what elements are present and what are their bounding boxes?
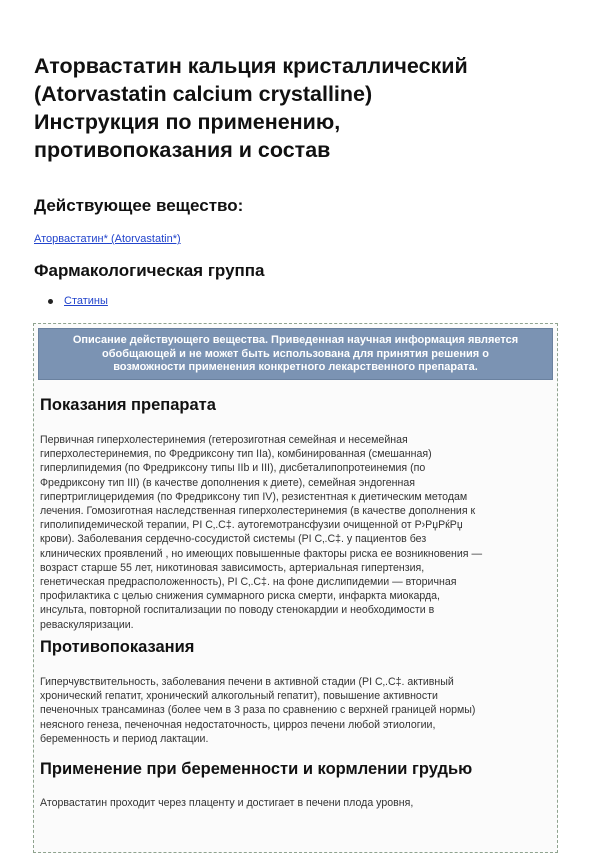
- text-line: гиперлипидемия (по Фредриксону типы IIb и III), дисбеталипопротеинемия (по: [40, 462, 426, 475]
- page-title: [34, 52, 564, 164]
- contraindications-text: [40, 675, 475, 746]
- text-line: Аторвастатин проходит через плаценту и достигает в печени плода уровня,: [40, 797, 414, 809]
- active-substance-link[interactable]: Аторвастатин* (Atorvastatin*): [34, 233, 181, 245]
- bullet-icon: [48, 299, 53, 304]
- indications-text: [40, 433, 482, 632]
- text-line: беременность и период лактации.: [40, 732, 209, 745]
- text-line: Фредриксону тип III) (в качестве дополнения к диете), семейная эндогенная: [40, 476, 416, 489]
- text-line: инсульта, повторной госпитализации по поводу стенокардии и необходимости в: [40, 604, 435, 617]
- indications-heading: Показания препарата: [40, 396, 216, 414]
- text-line: Первичная гиперхолестеринемия (гетерозиготная семейная и несемейная: [40, 434, 408, 446]
- title-line: противопоказания и состав: [34, 138, 331, 162]
- text-line: гиполипидемической терапии, РІ С‚.С‡. аутогемотрансфузии очищенной от Р›РџРќРџ: [40, 519, 463, 532]
- list-item: [48, 295, 108, 307]
- text-line: генетическая предрасположенность), РІ С‚.С‡. на фоне дислипидемии — вторичная: [40, 576, 457, 589]
- pharm-group-link[interactable]: Статины: [64, 295, 108, 307]
- notice-line: обобщающей и не может быть использована для принятия решения о: [101, 347, 489, 360]
- pharm-group-heading: Фармакологическая группа: [34, 261, 265, 280]
- text-line: профилактика с целью снижения суммарного риска смерти, инфаркта миокарда,: [40, 590, 440, 603]
- text-line: хронический гепатит, хронический алкогольный гепатит), повышение активности: [40, 690, 438, 703]
- text-line: лечения. Гомозиготная наследственная гиперхолестеринемия (в качестве дополнения к: [40, 505, 476, 518]
- pregnancy-heading: Применение при беременности и кормлении грудью: [40, 760, 473, 778]
- title-line: Аторвастатин кальция кристаллический: [34, 54, 468, 78]
- text-line: возраст старше 55 лет, никотиновая зависимость, артериальная гипертензия,: [40, 561, 425, 574]
- text-line: гиперхолестеринемия, по Фредриксону тип IIa), комбинированная (смешанная): [40, 448, 432, 461]
- substance-description-box: [33, 323, 558, 853]
- text-line: реваскуляризации.: [40, 618, 134, 631]
- text-line: гипертриглицеридемия (по Фредриксону тип IV), резистентная к диетическим методам: [40, 490, 468, 503]
- notice-line: Описание действующего вещества. Приведенная научная информация является: [72, 334, 519, 346]
- text-line: неясного генеза, печеночная недостаточность, цирроз печени любой этиологии,: [40, 718, 436, 731]
- disclaimer-notice: [38, 328, 553, 380]
- text-line: печеночных трансаминаз (более чем в 3 раза по сравнению с верхней границей нормы): [40, 704, 476, 717]
- text-line: крови). Заболевания сердечно-сосудистой системы (РІ С‚.С‡. у пациентов без: [40, 533, 427, 546]
- active-substance-heading: Действующее вещество:: [34, 196, 244, 215]
- title-line: Инструкция по применению,: [34, 110, 341, 134]
- title-line: (Atorvastatin calcium crystalline): [34, 82, 373, 106]
- notice-line: возможности применения конкретного лекарственного препарата.: [113, 361, 478, 373]
- text-line: Гиперчувствительность, заболевания печени в активной стадии (РІ С‚.С‡. активный: [40, 676, 454, 688]
- text-line: клинических проявлений , но имеющих повышенные факторы риска ее возникновения —: [40, 547, 483, 560]
- pharm-group-list: [48, 295, 108, 307]
- pregnancy-text: [40, 796, 413, 810]
- contraindications-heading: Противопоказания: [40, 638, 195, 656]
